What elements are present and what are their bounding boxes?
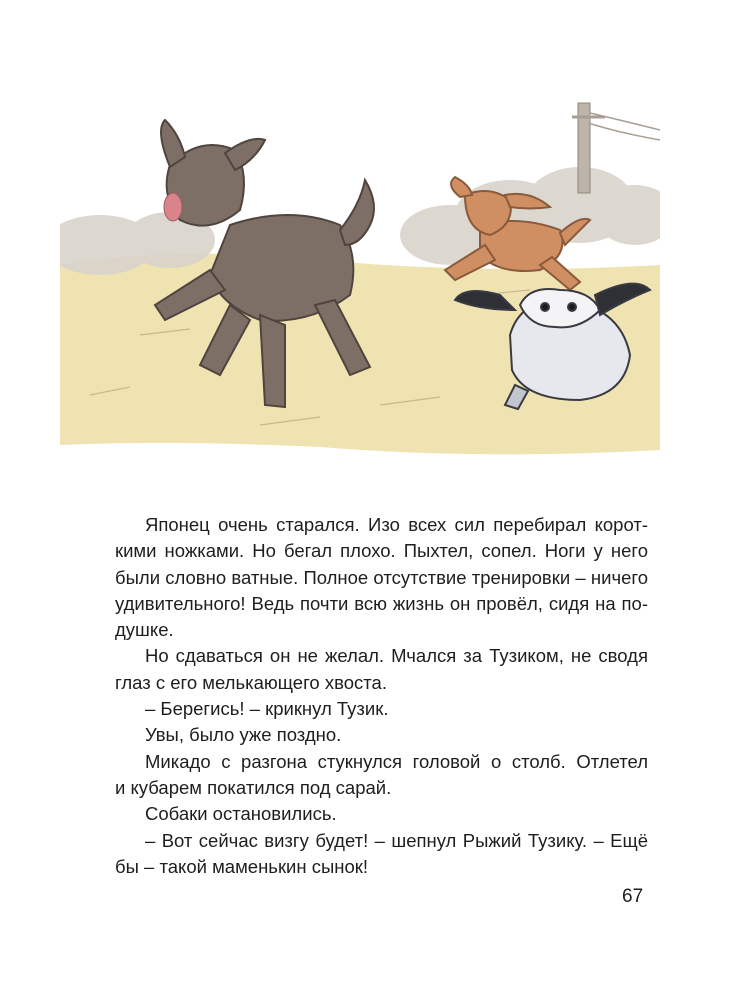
page-number: 67 xyxy=(622,886,644,907)
paragraph xyxy=(115,801,648,827)
text-line: – Вот сейчас визгу будет! – шепнул Рыжий Тузику. – Ещё xyxy=(145,829,648,851)
text-line: душке. xyxy=(115,619,174,641)
story-text xyxy=(115,512,648,880)
text-line: кими ножками. Но бегал плохо. Пыхтел, сопел. Ноги у него xyxy=(115,540,648,562)
paragraph xyxy=(115,512,648,643)
big-dog-tongue xyxy=(164,193,182,221)
text-line: и кубарем покатился под сарай. xyxy=(115,776,392,798)
text-line: – Берегись! – крикнул Тузик. xyxy=(145,698,389,720)
text-line: Но сдаваться он не желал. Мчался за Тузиком, не сводя xyxy=(145,645,648,667)
text-line: Микадо с разгона стукнулся головой о столб. Отлетел xyxy=(145,750,648,772)
text-line: были словно ватные. Полное отсутствие тренировки – ничего xyxy=(115,566,648,588)
text-line: Японец очень старался. Изо всех сил перебирал корот- xyxy=(145,514,648,535)
text-line: бы – такой маменькин сынок! xyxy=(115,855,369,877)
paragraph xyxy=(115,828,648,881)
text-line: глаз с его мелькающего хвоста. xyxy=(115,671,387,693)
three-dogs-running-illustration xyxy=(60,95,660,465)
text-line: удивительного! Ведь почти всю жизнь он провёл, сидя на по- xyxy=(115,592,648,614)
text-line: Собаки остановились. xyxy=(145,803,337,825)
paragraph xyxy=(115,696,648,722)
text-line: Увы, было уже поздно. xyxy=(145,724,342,746)
paragraph xyxy=(115,643,648,696)
paragraph xyxy=(115,749,648,802)
paragraph xyxy=(115,722,648,748)
